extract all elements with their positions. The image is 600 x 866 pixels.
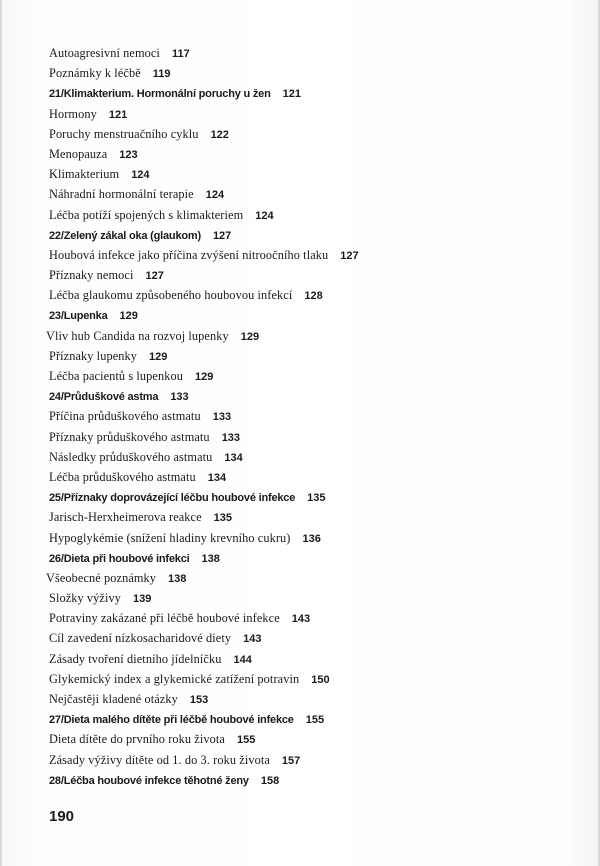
toc-entry-page: 121 (282, 88, 301, 101)
toc-entry-title: Menopauza (49, 146, 108, 161)
toc-entry-page: 136 (302, 532, 321, 545)
toc-entry-title: 26/Dieta při houbové infekci (49, 552, 190, 565)
toc-chapter-heading (49, 487, 569, 507)
toc-entry-title: Poznámky k léčbě (49, 66, 141, 81)
toc-entry-page: 129 (149, 350, 168, 363)
toc-entry-title: Potraviny zakázané při léčbě houbové infekce (49, 611, 280, 626)
toc-entry-page: 127 (340, 249, 359, 262)
toc-chapter-heading (49, 83, 569, 103)
toc-entry-title: 22/Zelený zákal oka (glaukom) (49, 229, 201, 242)
toc-entry-title: Hypoglykémie (snížení hladiny krevního cukru) (49, 530, 291, 545)
toc-entry-title: Náhradní hormonální terapie (49, 187, 194, 202)
toc-chapter-heading (49, 548, 569, 568)
toc-entry (49, 467, 569, 487)
toc-entry-title: Klimakterium (49, 167, 120, 182)
toc-entry-title: 21/Klimakterium. Hormonální poruchy u žen (49, 88, 271, 101)
toc-entry (49, 346, 569, 366)
toc-entry (49, 265, 569, 285)
toc-entry-page: 122 (210, 128, 229, 141)
toc-entry-page: 138 (168, 572, 187, 585)
toc-entry-page: 133 (170, 391, 189, 404)
toc-entry-title: 28/Léčba houbové infekce těhotné ženy (49, 774, 249, 787)
toc-entry (49, 366, 569, 386)
toc-entry-page: 144 (233, 653, 252, 666)
toc-entry-page: 134 (207, 471, 227, 484)
toc-entry-page: 157 (281, 754, 301, 767)
toc-entry-title: 27/Dieta malého dítěte při léčbě houbové infekce (49, 714, 294, 727)
toc-entry-page: 133 (221, 431, 241, 444)
toc-entry-title: Cíl zavedení nízkosacharidové diety (49, 631, 232, 646)
toc-entry-page: 138 (201, 552, 220, 565)
toc-entry (49, 63, 569, 83)
toc-entry (49, 750, 569, 770)
toc-entry-page: 124 (131, 169, 150, 182)
toc-entry-title: Léčba glaukomu způsobeného houbovou infekcí (49, 288, 293, 303)
toc-entry-page: 155 (305, 714, 325, 727)
toc-entry-page: 129 (194, 371, 214, 383)
toc-entry-page: 127 (212, 229, 232, 242)
toc-entry-page: 135 (213, 512, 233, 525)
toc-entry-page: 127 (145, 270, 164, 283)
toc-entry (49, 608, 569, 628)
toc-entry (49, 245, 569, 265)
toc-entry (49, 164, 569, 184)
toc-entry-page: 143 (243, 633, 262, 646)
toc-chapter-heading (49, 386, 569, 406)
toc-entry (49, 588, 569, 608)
toc-entry (49, 729, 569, 749)
toc-entry-title: Složky výživy (49, 591, 122, 606)
toc-entry-page: 117 (171, 48, 190, 60)
toc-entry (49, 528, 569, 548)
toc-entry-title: Příznaky průduškového astmatu (49, 429, 210, 444)
toc-entry-title: Poruchy menstruačního cyklu (49, 126, 199, 141)
toc-entry-title: Hormony (49, 106, 97, 121)
toc-entry (49, 104, 569, 124)
toc-entry-title: Všeobecné poznámky (46, 570, 157, 585)
toc-chapter-heading (49, 770, 569, 790)
toc-entry-title: Jarisch-Herxheimerova reakce (49, 510, 202, 525)
toc-entry (49, 689, 569, 709)
toc-chapter-heading (49, 305, 569, 325)
toc-entry-title: Příčina průduškového astmatu (49, 409, 201, 424)
toc-chapter-heading (49, 709, 569, 729)
toc-entry-title: Následky průduškového astmatu (49, 449, 213, 464)
toc-entry-page: 133 (212, 411, 232, 424)
toc-entry-title: Nejčastěji kladené otázky (49, 692, 178, 706)
toc-entry-page: 135 (307, 492, 326, 505)
toc-entry-title: 25/Příznaky doprovázející léčbu houbové infekce (49, 492, 296, 505)
toc-entry (49, 507, 569, 527)
toc-entry-page: 119 (152, 68, 171, 81)
toc-entry-title: Autoagresivní nemoci (49, 46, 160, 60)
toc-entry-page: 128 (304, 290, 323, 303)
toc-entry (49, 427, 569, 447)
toc-entry-title: 23/Lupenka (49, 310, 108, 323)
toc-entry-page: 139 (133, 593, 152, 606)
toc-entry (49, 649, 569, 669)
toc-entry-title: Glykemický index a glykemické zatížení potravin (49, 671, 300, 686)
page-number: 190 (49, 808, 75, 825)
toc-entry (49, 124, 569, 144)
toc-entry-page: 124 (205, 189, 225, 202)
toc-entry (46, 568, 569, 588)
toc-entry (49, 447, 569, 467)
toc-entry (49, 285, 569, 305)
toc-entry-page: 129 (240, 330, 260, 343)
toc-entry-page: 155 (236, 734, 256, 747)
toc-entry-page: 124 (255, 209, 274, 222)
toc-entry-page: 158 (260, 774, 280, 787)
toc-entry-page: 129 (119, 310, 138, 323)
toc-entry-title: Příznaky nemoci (49, 268, 134, 283)
toc-entry-page: 134 (224, 451, 243, 464)
toc-entry-page: 123 (119, 148, 138, 161)
toc-entry (49, 205, 569, 225)
toc-entry (49, 628, 569, 648)
toc-entry (49, 144, 569, 164)
table-of-contents (46, 43, 569, 790)
toc-entry (46, 326, 569, 346)
toc-entry (49, 184, 569, 204)
page-left-edge (0, 0, 2, 866)
toc-entry-title: Dieta dítěte do prvního roku života (49, 732, 225, 747)
toc-entry-title: Zásady výživy dítěte od 1. do 3. roku života (49, 752, 270, 767)
toc-entry-title: Příznaky lupenky (49, 348, 138, 363)
toc-chapter-heading (49, 225, 569, 245)
toc-entry-page: 150 (311, 673, 330, 686)
toc-entry (49, 669, 569, 689)
toc-entry-title: Léčba potíží spojených s klimakteriem (49, 207, 244, 222)
toc-entry-title: Léčba průduškového astmatu (49, 469, 196, 484)
toc-entry-page: 121 (108, 108, 128, 121)
toc-entry (49, 406, 569, 426)
toc-entry-title: Vliv hub Candida na rozvoj lupenky (46, 328, 229, 343)
toc-entry-title: 24/Průduškové astma (49, 391, 159, 404)
toc-entry (49, 43, 569, 63)
toc-entry-title: Zásady tvoření dietního jídelníčku (49, 651, 222, 666)
toc-entry-page: 143 (291, 613, 311, 626)
toc-entry-title: Léčba pacientů s lupenkou (49, 369, 183, 383)
toc-entry-page: 153 (189, 694, 209, 706)
toc-entry-title: Houbová infekce jako příčina zvýšení nitroočního tlaku (49, 247, 329, 262)
